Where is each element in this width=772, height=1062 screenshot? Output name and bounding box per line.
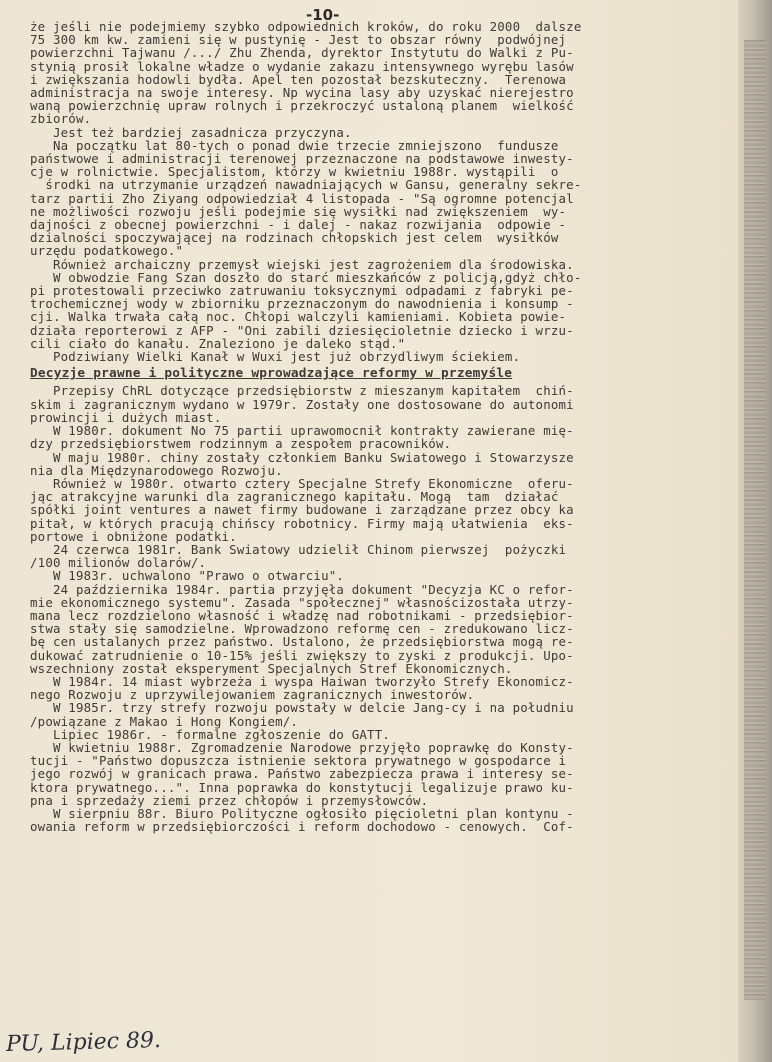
section-heading: Decyzje prawne i polityczne wprowadzające reformy w przemyśle	[30, 366, 513, 382]
page-number: -10-	[306, 6, 340, 24]
text-line: owania reform w przedsiębiorczości i reform dochodowo - cenowych. Cof-	[30, 819, 574, 835]
text-line: 75 300 km kw. zamieni się w pustynię - Jest to obszar równy podwójnej	[30, 32, 567, 48]
text-line: waną powierzchnię upraw rolnych i przekroczyć ustaloną planem wielkość	[30, 98, 574, 114]
text-line: portowe i obniżone podatki.	[30, 528, 237, 544]
text-line: jąc atrakcyjne warunki dla zagranicznego kapitału. Mogą tam działać	[30, 489, 559, 505]
text-line: ktora prywatnego...". Inna poprawka do konstytucji legalizuje prawo ku-	[30, 779, 574, 795]
text-line: trochemicznej wody w zbiorniku przeznaczonym do nawodnienia i konsump -	[30, 296, 574, 312]
text-line: cili ciało do kanału. Znaleziono je daleko stąd."	[30, 335, 406, 351]
text-line: pitał, w których pracują chińscy robotnicy. Firmy mają ułatwienia eks-	[30, 515, 574, 531]
text-line: W 1983r. uchwalono "Prawo o otwarciu".	[30, 568, 345, 584]
text-line: powierzchni Tajwanu /.../ Zhu Zhenda, dyrektor Instytutu do Walki z Pu-	[30, 45, 574, 61]
text-line: urzędu podatkowego."	[30, 243, 184, 259]
text-line: środki na utrzymanie urządzeń nawadniających w Gansu, generalny sekre-	[30, 177, 582, 193]
text-line: administracja na swoje interesy. Np wycina lasy aby uzyskać nierejestro	[30, 85, 574, 101]
page-edge-binding	[738, 0, 772, 1062]
text-line: dzy przedsiębiorstwem rodzinnym a zespołem pracowników.	[30, 436, 452, 452]
text-line: pna i sprzedaży ziemi przez chłopów i przemysłowców.	[30, 792, 429, 808]
text-line: W sierpniu 88r. Biuro Polityczne ogłosiło pięcioletni plan kontynu -	[30, 805, 574, 821]
text-line: pi protestowali przeciwko zatruwaniu toksycznymi odpadami z fabryki pe-	[30, 283, 574, 299]
text-line: spółki joint ventures a nawet firmy budowane i zarządzane przez obcy ka	[30, 502, 574, 518]
text-line: 24 czerwca 1981r. Bank Swiatowy udzielił Chinom pierwszej pożyczki	[30, 541, 567, 557]
text-line: W maju 1980r. chiny zostały członkiem Banku Swiatowego i Stowarzysze	[30, 449, 574, 465]
text-line: dukować zatrudnienie o 10-15% jeśli zwiększy to zyski z produkcji. Upo-	[30, 647, 574, 663]
text-line: Lipiec 1986r. - formalne zgłoszenie do GATT.	[30, 726, 391, 742]
text-line: dzialności spoczywającej na rodzinach chłopskich jest celem wysiłków	[30, 230, 559, 246]
text-line: W obwodzie Fang Szan doszło do starć mieszkańców z policją,gdyż chło-	[30, 269, 582, 285]
text-line: prowincji i dużych miast.	[30, 409, 222, 425]
text-line: cji. Walka trwała całą noc. Chłopi walczyli kamieniami. Kobieta powie-	[30, 309, 567, 325]
text-line: zbiorów.	[30, 111, 92, 127]
text-line: skim i zagranicznym wydano w 1979r. Zostały one dostosowane do autonomi	[30, 396, 574, 412]
text-line: i zwiększania hodowli bydła. Apel ten pozostał bezskuteczny. Terenowa	[30, 71, 567, 87]
binding-strip	[744, 40, 766, 1000]
text-line: Również w 1980r. otwarto cztery Specjalne Strefy Ekonomiczne oferu-	[30, 475, 574, 491]
text-line: W kwietniu 1988r. Zgromadzenie Narodowe przyjęło poprawkę do Konsty-	[30, 739, 574, 755]
text-line: państwowe i administracji terenowej przeznaczone na podstawowe inwesty-	[30, 151, 574, 167]
text-line: /100 milionów dolarów/.	[30, 555, 207, 571]
text-line: W 1985r. trzy strefy rozwoju powstały w delcie Jang-cy i na południu	[30, 700, 574, 716]
text-line: stynią prosił lokalne władze o wydanie zakazu intensywnego wyrębu lasów	[30, 58, 574, 74]
text-line: wszechniony został eksperyment Specjalnych Stref Ekonomicznych.	[30, 660, 513, 676]
text-line: cje w rolnictwie. Specjalistom, którzy w kwietniu 1988r. wystąpili o	[30, 164, 559, 180]
text-line: mie ekonomicznego systemu". Zasada "społecznej" własnościzostała utrzy-	[30, 594, 574, 610]
text-line: działa reporterowi z AFP - "Oni zabili dziesięcioletnie dziecko i wrzu-	[30, 322, 574, 338]
handwritten-signature: PU, Lipiec 89.	[5, 1027, 162, 1058]
text-line: stwa stały się samodzielne. Wprowadzono reformę cen - zredukowano licz-	[30, 621, 574, 637]
text-line: Jest też bardziej zasadnicza przyczyna.	[30, 124, 352, 140]
text-line: Przepisy ChRL dotyczące przedsiębiorstw z mieszanym kapitałem chiń-	[30, 383, 574, 399]
text-line: 24 października 1984r. partia przyjęła dokument "Decyzja KC o refor-	[30, 581, 574, 597]
document-body	[30, 20, 730, 833]
text-line: Podziwiany Wielki Kanał w Wuxi jest już obrzydliwym ściekiem.	[30, 349, 521, 365]
text-line: jego rozwój w granicach prawa. Państwo zabezpiecza prawa i interesy se-	[30, 766, 574, 782]
text-line: Na początku lat 80-tych o ponad dwie trzecie zmniejszono fundusze	[30, 137, 559, 153]
text-line: ne możliwości rozwoju jeśli podejmie się wysiłki nad zwiększeniem wy-	[30, 203, 567, 219]
text-line: /powiązane z Makao i Hong Kongiem/.	[30, 713, 299, 729]
text-line: nia dla Międzynarodowego Rozwoju.	[30, 462, 283, 478]
text-line: Również archaiczny przemysł wiejski jest zagrożeniem dla środowiska.	[30, 256, 574, 272]
text-line: mana lecz rozdzielono własność i władzę nad robotnikami - przedsiębior-	[30, 607, 574, 623]
text-line: że jeśli nie podejmiemy szybko odpowiednich kroków, do roku 2000 dalsze	[30, 19, 582, 34]
text-line: W 1980r. dokument No 75 partii uprawomocnił kontrakty zawierane mię-	[30, 423, 574, 439]
text-line: tucji - "Państwo dopuszcza istnienie sektora prywatnego w gospodarce i	[30, 753, 567, 769]
text-line: W 1984r. 14 miast wybrzeża i wyspa Haiwan tworzyło Strefy Ekonomicz-	[30, 673, 574, 689]
text-line: bę cen ustalanych przez państwo. Ustalono, że przedsiębiorstwa mogą re-	[30, 634, 574, 650]
text-line: nego Rozwoju z uprzywilejowaniem zagranicznych inwestorów.	[30, 687, 475, 703]
text-line: tarz partii Zho Ziyang odpowiedział 4 listopada - "Są ogromne potencjal	[30, 190, 574, 206]
text-line: dajności z obecnej powierzchni - i dalej - nakaz rozwijania odpowie -	[30, 217, 567, 233]
